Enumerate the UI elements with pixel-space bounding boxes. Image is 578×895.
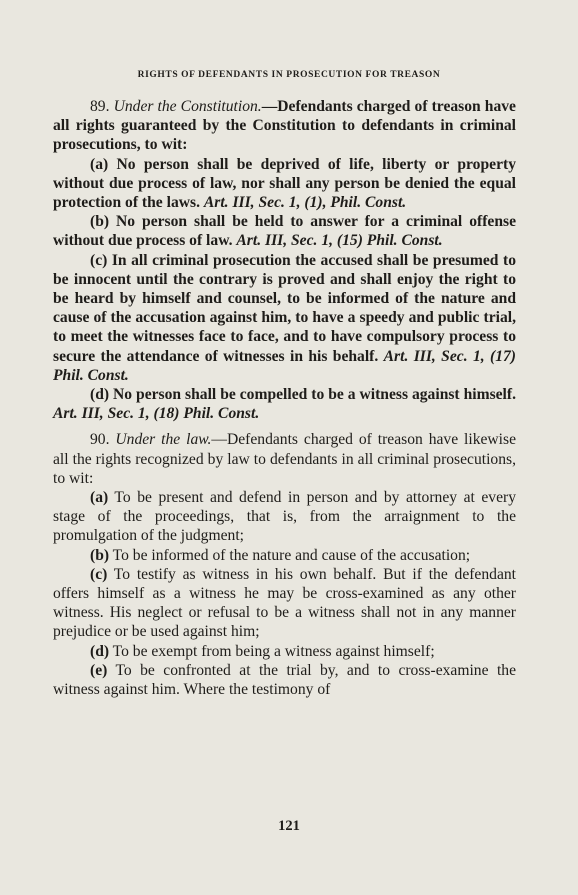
citation: Art. III, Sec. 1, (15) Phil. Const.	[236, 232, 443, 250]
section-title: Under the Constitution.	[113, 98, 262, 115]
section-89-item-c: (c) In all criminal prosecution the accused shall be presumed to be innocent until the contrary is proved and shall enjoy the right to be heard by himself and counsel, to be informed of the nature and cause of the accusation against him, to have a speedy and public trial, to meet the witnesses face to face, and to have compulsory process to secure the attendance of witnesses in his behalf. Art. III, Sec. 1, (17) Phil. Const.	[53, 251, 516, 384]
page-body	[53, 97, 516, 699]
citation: Art. III, Sec. 1, (18) Phil. Const.	[53, 405, 260, 423]
section-90-item-b: (b) To be informed of the nature and cause of the accusation;	[90, 546, 471, 564]
section-number: 90.	[90, 431, 110, 449]
section-89-item-b: (b) No person shall be held to answer for a criminal offense without due process of law. Art. III, Sec. 1, (15) Phil. Const.	[53, 213, 516, 250]
section-intro-text: —Defendants charged of treason have all rights guaranteed by the Constitution to defendants in criminal prosecutions, to wit:	[53, 98, 516, 154]
section-90-intro-paragraph	[53, 430, 516, 488]
section-90-item-e: (e) To be confronted at the trial by, and to cross-examine the witness against him. Where the testimony of	[53, 661, 516, 699]
section-90-item-a: (a) To be present and defend in person and by attorney at every stage of the proceedings, that is, from the arraignment to the promulgation of the judgment;	[53, 489, 516, 545]
citation: Art. III, Sec. 1, (1), Phil. Const.	[203, 194, 407, 212]
section-90-item-d: (d) To be exempt from being a witness against himself;	[90, 642, 435, 660]
section-89-intro-paragraph	[53, 97, 516, 155]
section-intro-text: —Defendants charged of treason have likewise all the rights recognized by law to defendants in all criminal prosecutions, to wit:	[53, 431, 516, 487]
running-header: RIGHTS OF DEFENDANTS IN PROSECUTION FOR TREASON	[137, 70, 441, 80]
section-90-item-c: (c) To testify as witness in his own behalf. But if the defendant offers himself as a witness he may be cross-examined as any other witness. His neglect or refusal to be a witness shall not in any manner prejudice or be used against him;	[53, 565, 516, 641]
section-89-item-d: (d) No person shall be compelled to be a witness against himself. Art. III, Sec. 1, (18) Phil. Const.	[53, 386, 516, 423]
citation: Art. III, Sec. 1, (17) Phil. Const.	[53, 347, 516, 384]
page-number: 121	[278, 818, 300, 834]
section-number: 89.	[90, 98, 110, 115]
section-title: Under the law.	[115, 431, 212, 449]
section-89-item-a: (a) No person shall be deprived of life, liberty or property without due process of law, nor shall any person be denied the equal protection of the laws. Art. III, Sec. 1, (1), Phil. Const.	[53, 155, 516, 212]
